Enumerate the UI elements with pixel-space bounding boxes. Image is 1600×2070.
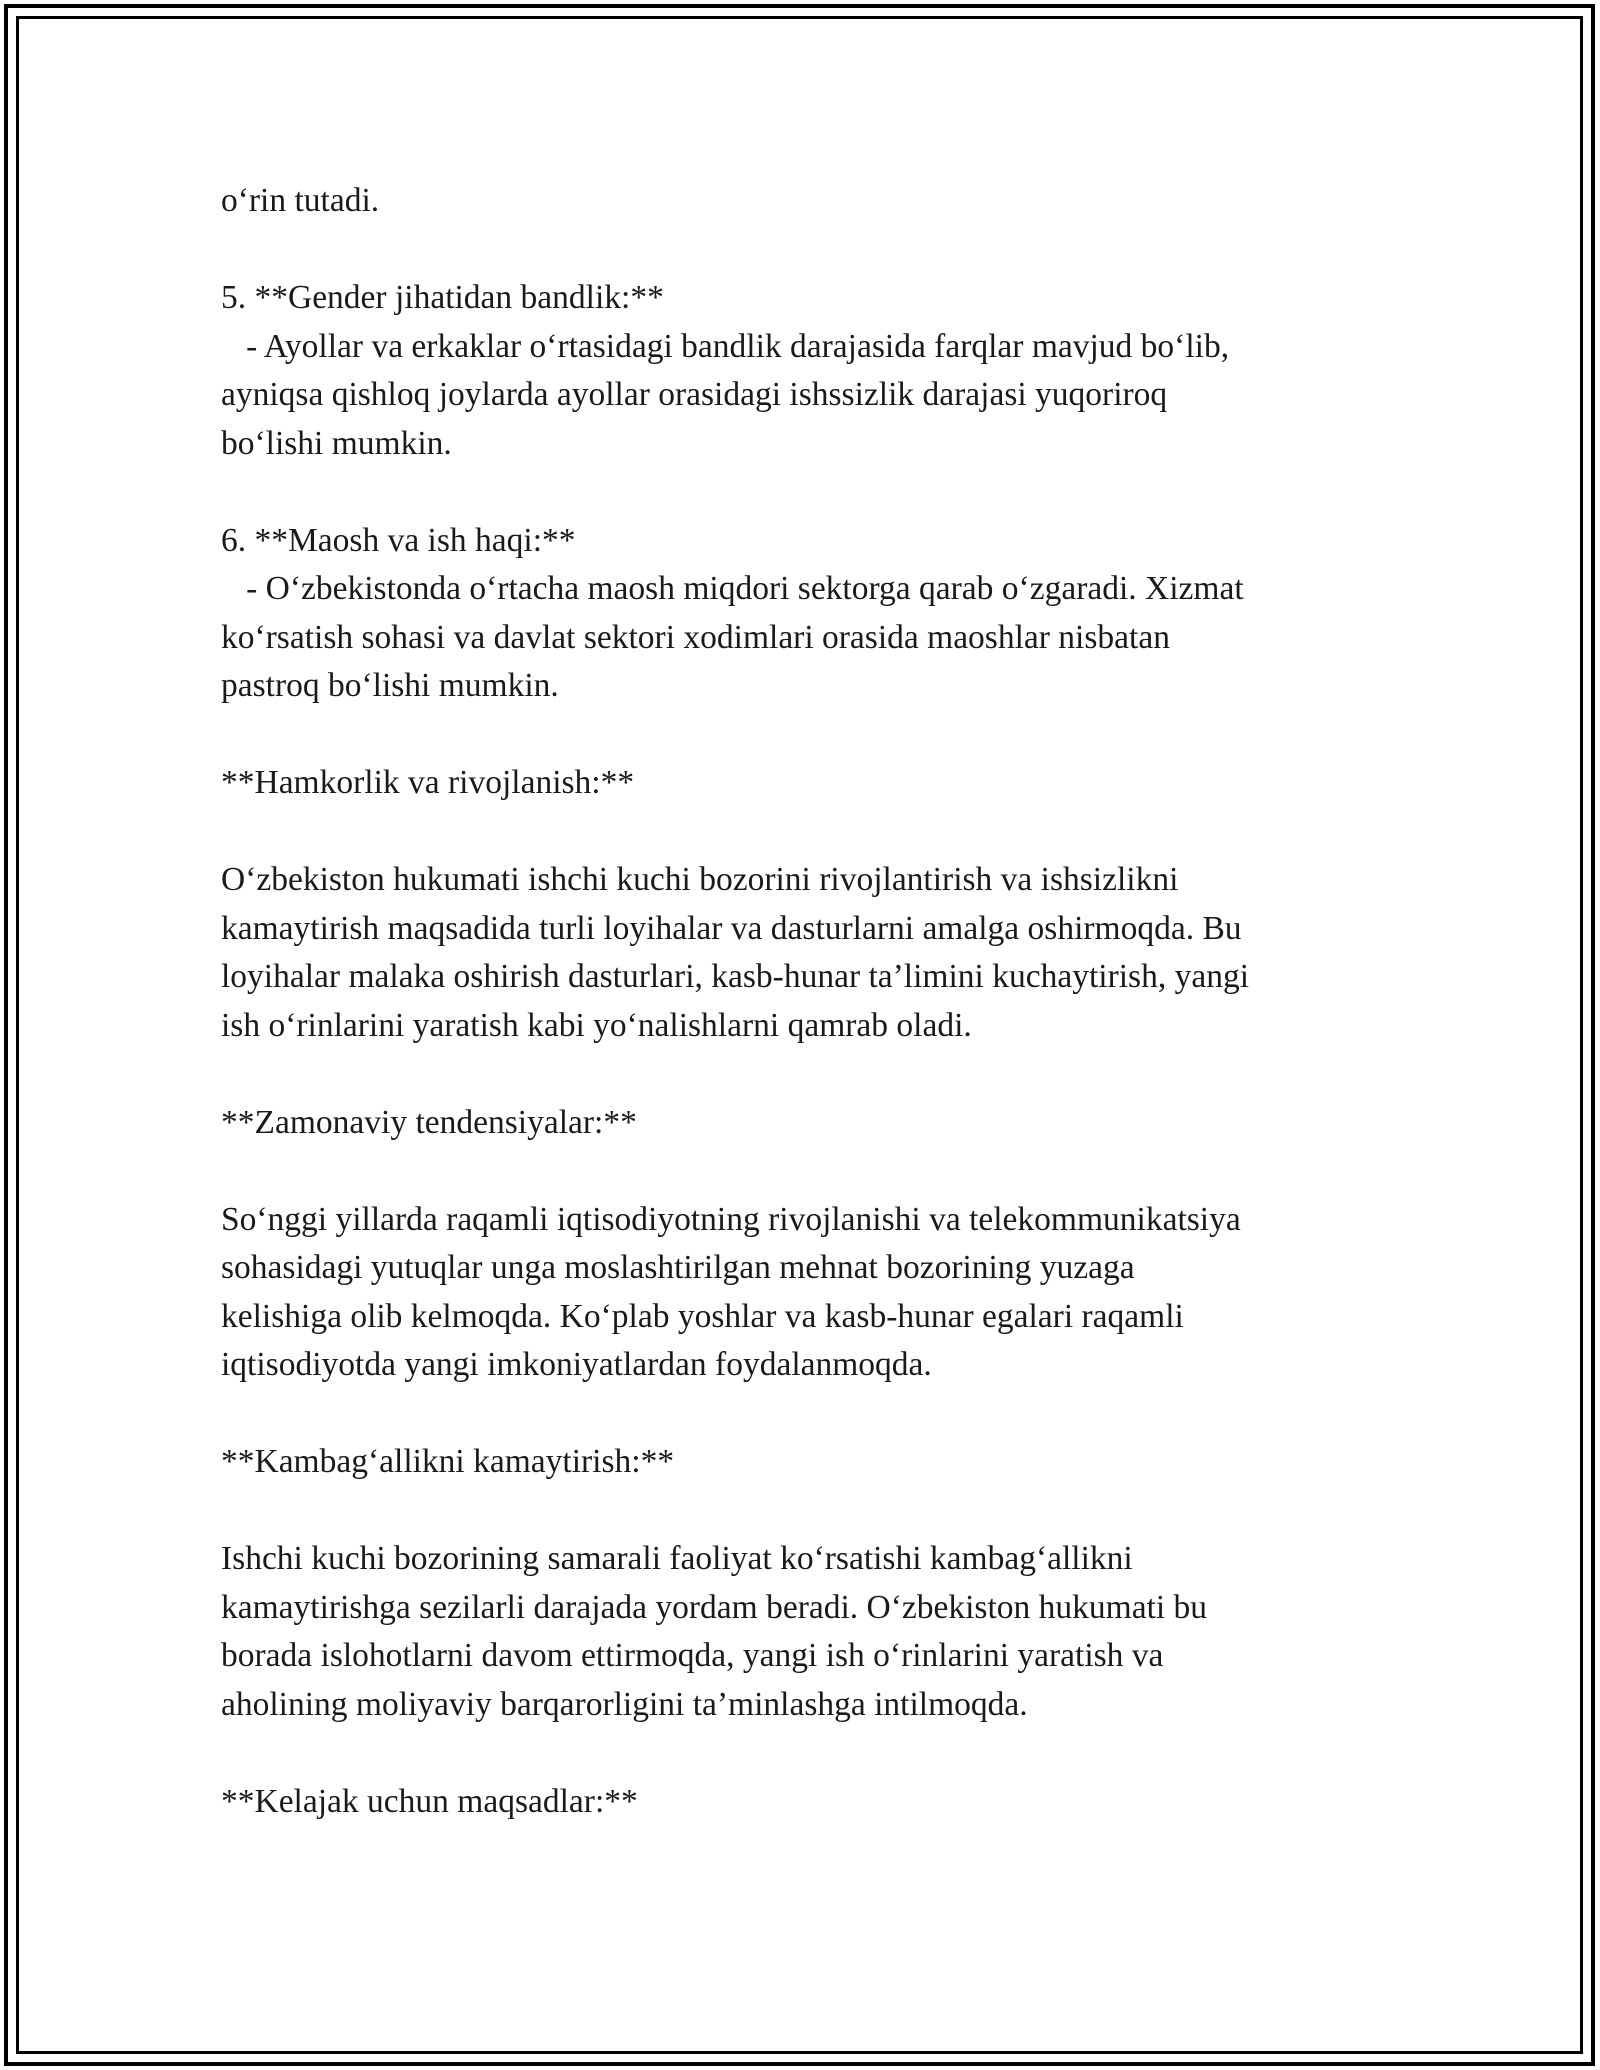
paragraph-gap bbox=[221, 808, 1381, 857]
text-line: ko‘rsatish sohasi va davlat sektori xodimlari orasida maoshlar nisbatan bbox=[221, 618, 1170, 656]
text-line: bo‘lishi mumkin. bbox=[221, 424, 452, 462]
section-heading-hamkorlik: **Hamkorlik va rivojlanish:** bbox=[221, 764, 635, 801]
text-line: ayniqsa qishloq joylarda ayollar orasidagi ishssizlik darajasi yuqoriroq bbox=[221, 376, 1168, 413]
text-line: sohasidagi yutuqlar unga moslashtirilgan mehnat bozorining yuzaga bbox=[221, 1249, 1135, 1286]
text-line: kamaytirish maqsadida turli loyihalar va dasturlarni amalga oshirmoqda. Bu bbox=[221, 909, 1242, 947]
section-heading-kambagallik: **Kambag‘allikni kamaytirish:** bbox=[221, 1443, 675, 1480]
paragraph-gap bbox=[221, 226, 1381, 275]
text-line: ish o‘rinlarini yaratish kabi yo‘nalishlarni qamrab oladi. bbox=[221, 1006, 972, 1044]
text-line: Ishchi kuchi bozorining samarali faoliyat ko‘rsatishi kambag‘allikni bbox=[221, 1540, 1133, 1577]
text-line: - O‘zbekistonda o‘rtacha maosh miqdori sektorga qarab o‘zgaradi. Xizmat bbox=[221, 570, 1244, 607]
text-line: kamaytirishga sezilarli darajada yordam beradi. O‘zbekiston hukumati bu bbox=[221, 1588, 1208, 1626]
document-body bbox=[221, 177, 1381, 1826]
paragraph-gap bbox=[221, 711, 1381, 760]
text-line: loyihalar malaka oshirish dasturlari, kasb-hunar ta’limini kuchaytirish, yangi bbox=[221, 958, 1249, 995]
paragraph-gap bbox=[221, 1729, 1381, 1778]
paragraph-gap bbox=[221, 1147, 1381, 1196]
section-heading-gender: 5. **Gender jihatidan bandlik:** bbox=[221, 279, 664, 316]
text-line: So‘nggi yillarda raqamli iqtisodiyotning rivojlanishi va telekommunikatsiya bbox=[221, 1200, 1241, 1238]
paragraph-gap bbox=[221, 1390, 1381, 1439]
section-heading-maosh: 6. **Maosh va ish haqi:** bbox=[221, 521, 576, 559]
paragraph-gap bbox=[221, 1487, 1381, 1536]
text-line: pastroq bo‘lishi mumkin. bbox=[221, 667, 559, 704]
text-line: o‘rin tutadi. bbox=[221, 182, 380, 219]
paragraph-gap bbox=[221, 1050, 1381, 1099]
text-line: iqtisodiyotda yangi imkoniyatlardan foydalanmoqda. bbox=[221, 1346, 932, 1383]
section-heading-kelajak: **Kelajak uchun maqsadlar:** bbox=[221, 1782, 638, 1820]
text-line: borada islohotlarni davom ettirmoqda, yangi ish o‘rinlarini yaratish va bbox=[221, 1637, 1164, 1674]
text-line: kelishiga olib kelmoqda. Ko‘plab yoshlar va kasb-hunar egalari raqamli bbox=[221, 1297, 1184, 1335]
text-line: aholining moliyaviy barqarorligini ta’minlashga intilmoqda. bbox=[221, 1685, 1028, 1723]
text-line: O‘zbekiston hukumati ishchi kuchi bozorini rivojlantirish va ishsizlikni bbox=[221, 861, 1179, 898]
section-heading-zamonaviy: **Zamonaviy tendensiyalar:** bbox=[221, 1103, 637, 1141]
text-line: - Ayollar va erkaklar o‘rtasidagi bandlik darajasida farqlar mavjud bo‘lib, bbox=[221, 327, 1230, 365]
paragraph-gap bbox=[221, 468, 1381, 517]
